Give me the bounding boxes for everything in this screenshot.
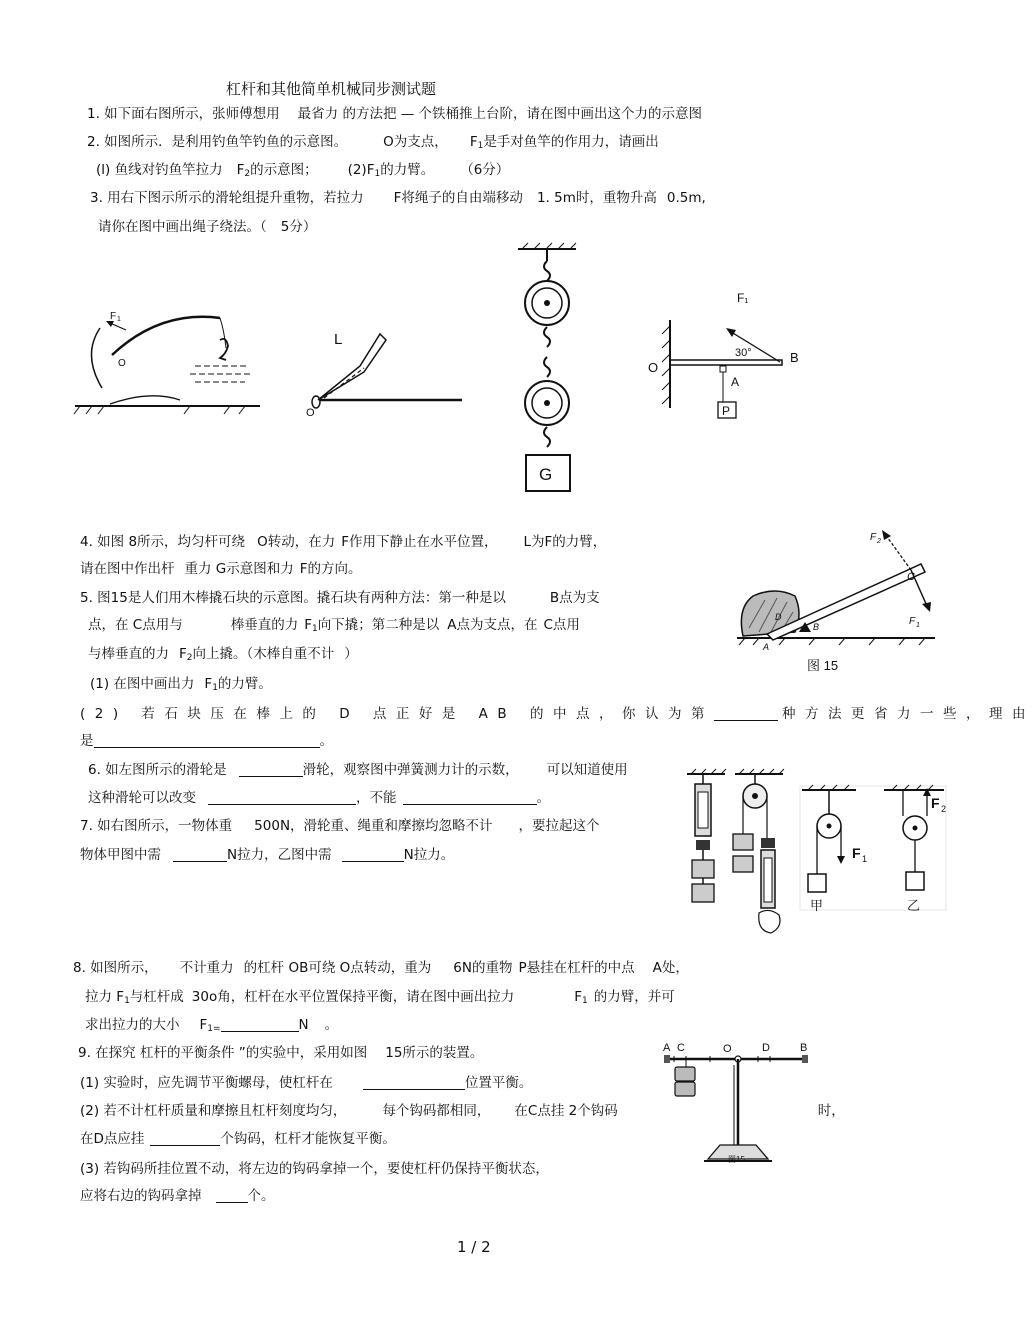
question-3-line-2: 请你在图中画出绳子绕法。（ 5分）: [98, 219, 317, 235]
weight-g-label: G: [539, 465, 553, 484]
question-5-line-3: 与棒垂直的力 $F_2$向上撬。（木棒自重不计 ）: [88, 646, 358, 663]
fig9-o-label: O: [723, 1043, 732, 1055]
answer-blank[interactable]: [221, 1017, 299, 1032]
question-5-part-2-reason: 是 。: [80, 733, 333, 749]
answer-blank[interactable]: [150, 1131, 220, 1146]
question-7-line-1: 7. 如右图所示，一物体重 500N，滑轮重、绳重和摩擦均忽略不计 ，要拉起这个: [80, 818, 600, 834]
fig7-yi-label: 乙: [907, 898, 921, 913]
fig9-a-label: A: [663, 1042, 671, 1054]
svg-text:1: 1: [117, 316, 121, 323]
answer-blank[interactable]: [342, 847, 404, 862]
fig15-f1-label: F: [909, 616, 916, 627]
fig9-caption: 图15: [728, 1155, 745, 1164]
question-4-line-2: 请在图中作出杆 重力 G示意图和力 F的方向。: [80, 561, 362, 577]
question-9-part-2-line-1: (2) 若不计杠杆质量和摩擦且杠杆刻度均匀， 每个钩码都相同， 在C点挂 2个钩码 时，: [80, 1103, 845, 1119]
question-2-line-2: (l) 鱼线对钓鱼竿拉力 $F_2$的示意图； $(2)F_1$的力臂。 （6分）: [96, 162, 510, 179]
question-9-part-3-line-2: 应将右边的钩码拿掉 个。: [80, 1188, 275, 1204]
answer-blank[interactable]: [363, 1075, 465, 1090]
question-9-part-2-line-2: 在D点应挂 个钩码，杠杆才能恢复平衡。: [80, 1131, 396, 1147]
page-title: 杠杆和其他简单机械同步测试题: [226, 80, 437, 98]
fishing-rod-figure: [70, 300, 265, 420]
lever-p-label: P: [722, 404, 731, 418]
lever-a-label: A: [731, 375, 740, 389]
question-6-line-2: 这种滑轮可以改变 ，不能 。: [88, 790, 550, 806]
fig15-a-label: A: [763, 642, 770, 652]
answer-blank[interactable]: [173, 847, 227, 862]
answer-blank[interactable]: [94, 733, 320, 748]
svg-text:2: 2: [877, 538, 881, 545]
page-number: 1 / 2: [457, 1238, 491, 1256]
question-5-line-2: 点，在 C点用与 棒垂直的力 $F_1$向下撬；第二种是以 A点为支点，在 C点用: [88, 617, 580, 634]
svg-text:1: 1: [862, 854, 868, 864]
question-7-line-2: 物体甲图中需 N拉力，乙图中需 N拉力。: [80, 847, 455, 863]
crowbar-figure-15: [725, 528, 940, 678]
svg-text:2: 2: [941, 804, 947, 814]
answer-blank[interactable]: [403, 790, 537, 805]
answer-blank[interactable]: [216, 1188, 248, 1203]
lever-o-label: O: [648, 360, 659, 375]
fig15-f2-label: F: [870, 532, 877, 543]
question-8-line-1: 8. 如图所示， 不计重力 的杠杆 OB可绕 O点转动，重为 6N的重物 P悬挂在杠杆的中点 A处，: [73, 960, 689, 976]
lever-wall-figure: [640, 290, 815, 420]
question-9-line-1: 9. 在探究 杠杆的平衡条件 ”的实验中，采用如图 15所示的装置。: [78, 1045, 484, 1061]
question-1: 1. 如下面右图所示，张师傅想用 最省力 的方法把 — 个铁桶推上台阶，请在图中画出这个力的示意图: [87, 106, 703, 122]
fig7-f2-label: F: [931, 795, 940, 811]
svg-text:1: 1: [916, 622, 920, 629]
lever-b-label: B: [790, 350, 799, 365]
question-8-line-3: 求出拉力的大小 $F_{1=}$ N 。: [85, 1017, 339, 1034]
fishing-f1-label: F: [110, 311, 117, 322]
lever-balance-figure: [660, 1035, 820, 1170]
answer-blank[interactable]: [714, 706, 778, 721]
question-9-part-3-line-1: (3) 若钩码所挂位置不动，将左边的钩码拿掉一个，要使杠杆仍保持平衡状态，: [80, 1161, 549, 1177]
answer-blank[interactable]: [208, 790, 356, 805]
question-9-part-1: (1) 实验时，应先调节平衡螺母，使杠杆在 位置平衡。: [80, 1075, 533, 1091]
rod-l-label: L: [334, 331, 343, 348]
fig15-d-label: D: [775, 612, 782, 622]
fig7-jia-label: 甲: [810, 898, 824, 913]
question-4-line-1: 4. 如图 8所示，均匀杆可绕 O转动，在力 F作用下静止在水平位置， L为F的力臂，: [80, 534, 607, 550]
fig9-c-label: C: [677, 1042, 685, 1054]
pulley-system-figure: [510, 243, 590, 493]
spring-scale-pulley-figure: [683, 768, 793, 938]
rod-o-label: O: [306, 407, 315, 419]
fig15-c-label: C: [907, 571, 915, 583]
fig15-b-label: B: [813, 622, 820, 632]
lever-f1-label: F₁: [737, 291, 749, 305]
question-2-line-1: 2. 如图所示．是利用钓鱼竿钓鱼的示意图。 O为支点， $F_1$是手对鱼竿的作用力，请画出: [87, 134, 659, 151]
answer-blank[interactable]: [239, 762, 303, 777]
jia-yi-pulley-figure: [798, 784, 948, 914]
fig15-caption: 图 15: [807, 658, 839, 673]
fishing-o-label: O: [118, 358, 126, 369]
rod-lever-figure: [300, 318, 465, 418]
question-3-line-1: 3. 用右下图示所示的滑轮组提升重物，若拉力 F将绳子的自由端移动 1. 5m时，重物升高 0.5m,: [90, 190, 706, 206]
lever-angle-label: 30°: [735, 347, 752, 359]
fig7-f1-label: F: [852, 845, 861, 861]
fig9-b-label: B: [800, 1042, 808, 1054]
question-5-part-2: (2) 若石块压在棒上的 D 点正好是 AB 的中点，你认为第 种方法更省力一些，理由: [80, 706, 1035, 722]
fig9-d-label: D: [762, 1042, 770, 1054]
question-5-part-1: (1) 在图中画出力 $F_1$的力臂。: [90, 676, 272, 693]
question-5-line-1: 5. 图15是人们用木棒撬石块的示意图。撬石块有两种方法：第一种是以 B点为支: [80, 590, 600, 606]
question-6-line-1: 6. 如左图所示的滑轮是 滑轮，观察图中弹簧测力计的示数， 可以知道使用: [88, 762, 628, 778]
question-8-line-2: 拉力 $F_1$与杠杆成 30o角，杠杆在水平位置保持平衡，请在图中画出拉力 $F_1$ 的力臂，并可: [85, 989, 675, 1006]
